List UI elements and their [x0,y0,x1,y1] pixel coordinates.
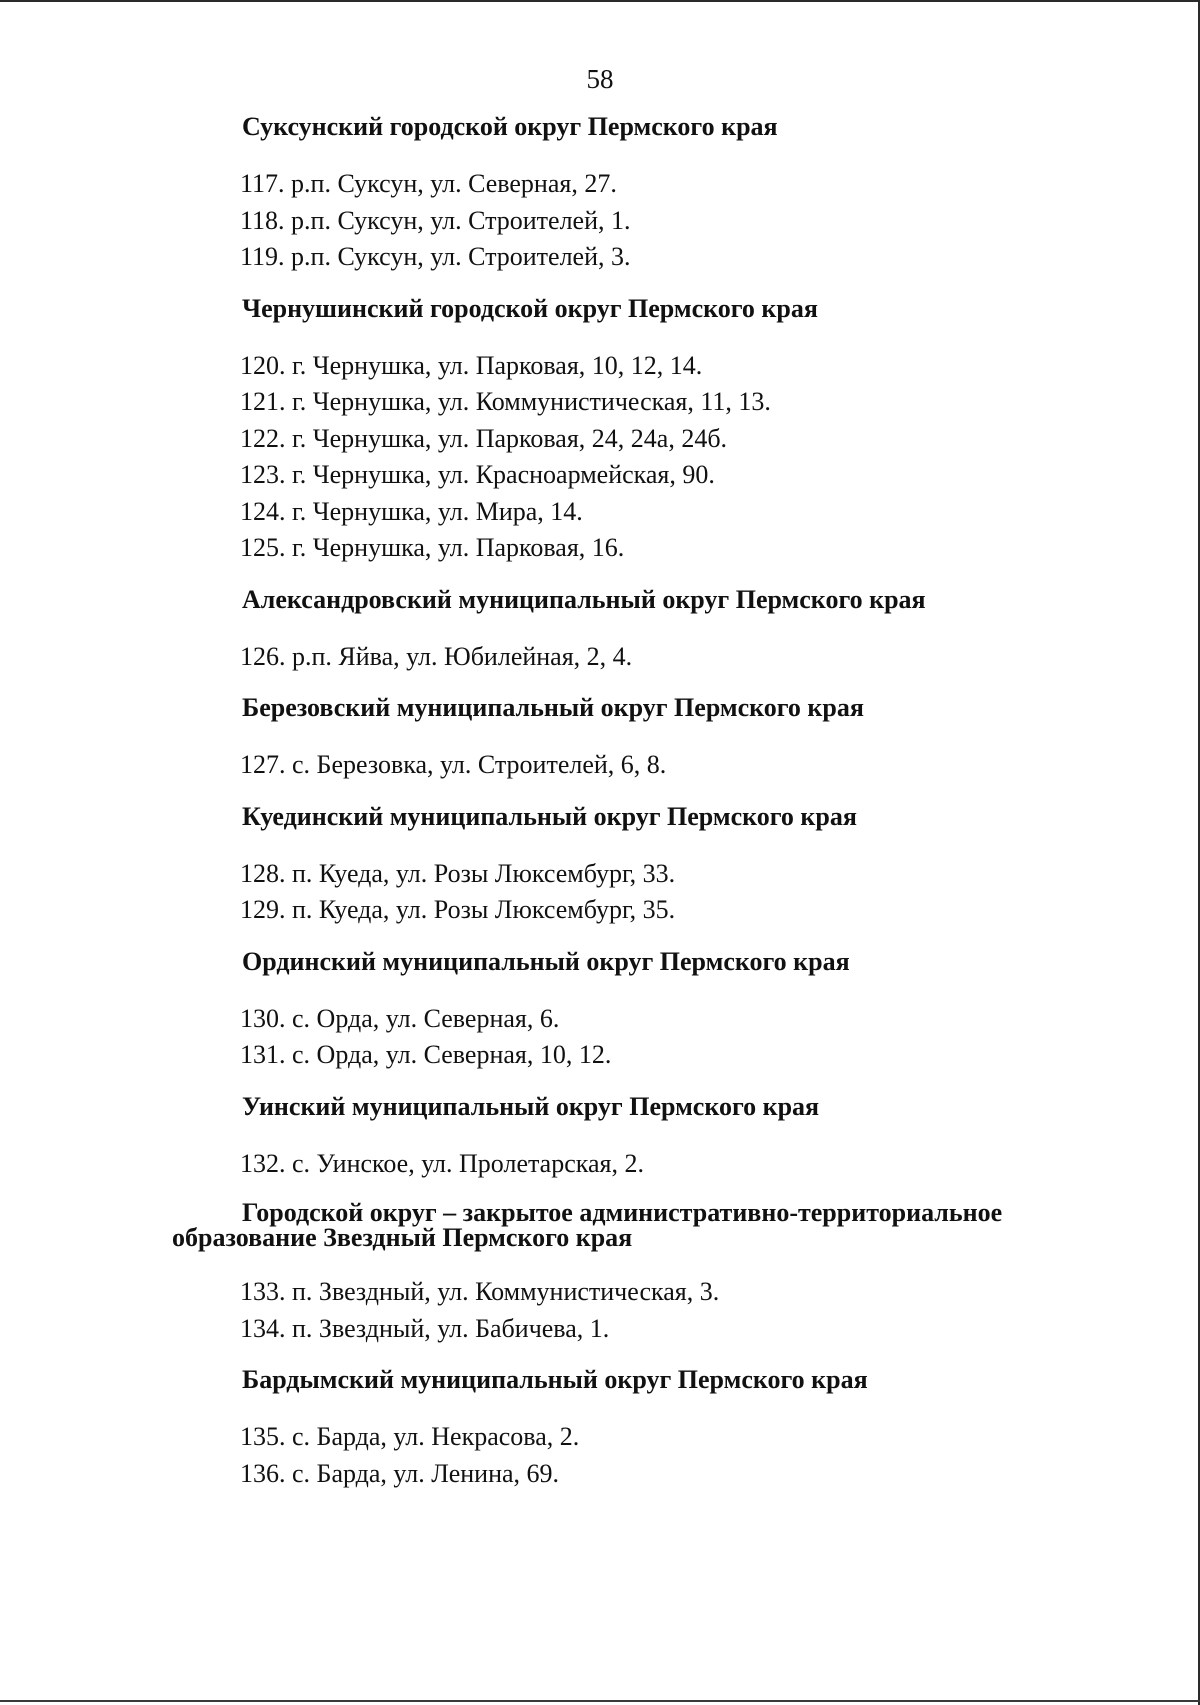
page-number: 58 [586,64,614,94]
list-item: 136. с. Барда, ул. Ленина, 69. [240,1458,560,1488]
address-list [240,639,1092,676]
section-aleksandrovsk [172,585,1092,676]
list-item: 119. р.п. Суксун, ул. Строителей, 3. [240,242,631,271]
section-kueda [172,802,1092,929]
address-list [240,1419,1092,1492]
list-item: 131. с. Орда, ул. Северная, 10, 12. [240,1040,612,1069]
section-heading: Ординский муниципальный округ Пермского края [242,946,850,976]
section-heading: Уинский муниципальный округ Пермского края [242,1091,820,1121]
list-item: 126. р.п. Яйва, ул. Юбилейная, 2, 4. [240,641,633,671]
section-heading: Городской округ – закрытое административно-территориальное образование Звездный Пермского края [172,1198,1003,1252]
scan-border-top [0,0,1200,2]
address-list [240,1001,1092,1074]
list-item: 129. п. Куеда, ул. Розы Люксембург, 35. [240,895,676,924]
address-list [240,856,1092,929]
list-item: 128. п. Куеда, ул. Розы Люксембург, 33. [240,858,676,888]
address-list [240,348,1092,567]
list-item: 125. г. Чернушка, ул. Парковая, 16. [240,533,625,562]
section-zvezdny [172,1200,1092,1347]
section-orda [172,947,1092,1074]
list-item: 120. г. Чернушка, ул. Парковая, 10, 12, 14. [240,350,703,380]
list-item: 135. с. Барда, ул. Некрасова, 2. [240,1422,580,1451]
list-item: 133. п. Звездный, ул. Коммунистическая, 3. [240,1277,720,1306]
list-item: 124. г. Чернушка, ул. Мира, 14. [240,496,583,526]
list-item: 132. с. Уинское, ул. Пролетарская, 2. [240,1148,644,1178]
scan-border-bottom [0,1700,1200,1702]
address-list-content [172,112,1092,1510]
list-item: 123. г. Чернушка, ул. Красноармейская, 90. [240,460,715,489]
list-item: 134. п. Звездный, ул. Бабичева, 1. [240,1313,610,1343]
list-item: 121. г. Чернушка, ул. Коммунистическая, 11, 13. [240,387,771,416]
section-heading: Суксунский городской округ Пермского края [242,112,778,141]
section-suksun [172,112,1092,276]
list-item: 118. р.п. Суксун, ул. Строителей, 1. [240,205,631,235]
list-item: 122. г. Чернушка, ул. Парковая, 24, 24а, 24б. [240,423,728,453]
address-list [240,747,1092,784]
section-heading: Александровский муниципальный округ Пермского края [242,584,926,614]
address-list [240,1146,1092,1183]
section-barda [172,1365,1092,1492]
address-list [240,166,1092,276]
section-berezovka [172,693,1092,784]
list-item: 127. с. Березовка, ул. Строителей, 6, 8. [240,750,667,779]
section-heading: Березовский муниципальный округ Пермского края [242,693,864,722]
section-heading: Куединский муниципальный округ Пермского края [242,801,857,831]
section-uinskoe [172,1092,1092,1183]
list-item: 117. р.п. Суксун, ул. Северная, 27. [240,169,617,198]
section-chernushka [172,294,1092,567]
list-item: 130. с. Орда, ул. Северная, 6. [240,1003,560,1033]
section-heading: Бардымский муниципальный округ Пермского края [242,1365,868,1394]
section-heading: Чернушинский городской округ Пермского края [242,293,818,323]
address-list [240,1274,1092,1347]
